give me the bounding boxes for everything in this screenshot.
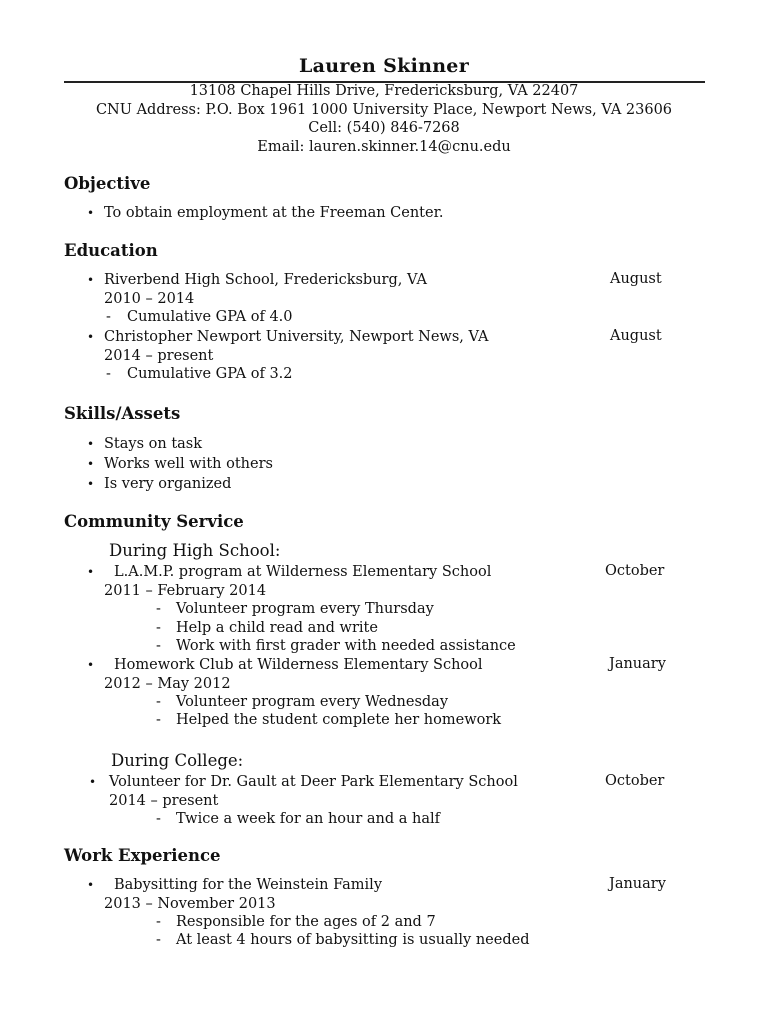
dash-marker: - — [156, 811, 161, 827]
work-heading: Work Experience — [64, 846, 221, 865]
education-school: Riverbend High School, Fredericksburg, VA — [104, 272, 427, 288]
education-detail: Cumulative GPA of 3.2 — [127, 366, 293, 382]
bullet-marker: • — [87, 658, 95, 672]
education-date-range: 2010 – 2014 — [104, 291, 195, 307]
objective-item: To obtain employment at the Freeman Center. — [104, 205, 444, 221]
cnu-address: CNU Address: P.O. Box 1961 1000 University Place, Newport News, VA 23606 — [95, 101, 673, 118]
education-heading: Education — [64, 241, 158, 260]
service-detail: Twice a week for an hour and a half — [176, 811, 441, 827]
bullet-marker: • — [87, 477, 95, 491]
bullet-marker: • — [87, 273, 95, 287]
bullet-marker: • — [87, 330, 95, 344]
work-title: Babysitting for the Weinstein Family — [114, 877, 383, 893]
dash-marker: - — [156, 694, 161, 710]
dash-marker: - — [106, 309, 111, 325]
service-date-range: 2014 – present — [109, 793, 219, 809]
skill-item: Is very organized — [104, 476, 232, 492]
service-title: Volunteer for Dr. Gault at Deer Park Elementary School — [109, 774, 518, 790]
dash-marker: - — [156, 914, 161, 930]
bullet-marker: • — [87, 878, 95, 892]
dash-marker: - — [106, 366, 111, 382]
service-detail: Volunteer program every Wednesday — [176, 694, 449, 710]
skill-item: Stays on task — [104, 436, 203, 452]
service-detail: Help a child read and write — [176, 620, 378, 636]
service-title: Homework Club at Wilderness Elementary School — [114, 657, 483, 673]
education-date-start: August — [610, 271, 662, 287]
service-date-start: January — [609, 656, 666, 672]
bullet-marker: • — [87, 437, 95, 451]
work-date-range: 2013 – November 2013 — [104, 896, 276, 912]
dash-marker: - — [156, 638, 161, 654]
contact-block — [0, 82, 768, 156]
education-date-start: August — [610, 328, 662, 344]
service-date-start: October — [605, 563, 665, 579]
community-heading: Community Service — [64, 512, 244, 531]
objective-heading: Objective — [64, 174, 151, 193]
skill-item: Works well with others — [104, 456, 273, 472]
dash-marker: - — [156, 601, 161, 617]
email-address: Email: lauren.skinner.14@cnu.edu — [257, 138, 511, 155]
work-detail: Responsible for the ages of 2 and 7 — [176, 914, 436, 930]
bullet-marker: • — [89, 775, 97, 789]
education-detail: Cumulative GPA of 4.0 — [127, 309, 293, 325]
service-detail: Work with first grader with needed assistance — [176, 638, 516, 654]
bullet-marker: • — [87, 565, 95, 579]
skills-heading: Skills/Assets — [64, 404, 181, 423]
service-date-start: October — [605, 773, 665, 789]
bullet-marker: • — [87, 457, 95, 471]
education-date-range: 2014 – present — [104, 348, 214, 364]
high-school-subheading: During High School: — [109, 541, 281, 560]
work-date-start: January — [609, 876, 666, 892]
bullet-marker: • — [87, 206, 95, 220]
college-subheading: During College: — [111, 751, 244, 770]
service-date-range: 2012 – May 2012 — [104, 676, 231, 692]
dash-marker: - — [156, 712, 161, 728]
resume-name: Lauren Skinner — [298, 55, 470, 77]
dash-marker: - — [156, 620, 161, 636]
dash-marker: - — [156, 932, 161, 948]
service-detail: Helped the student complete her homework — [176, 712, 502, 728]
work-detail: At least 4 hours of babysitting is usually needed — [176, 932, 530, 948]
cell-phone: Cell: (540) 846-7268 — [308, 120, 460, 136]
service-detail: Volunteer program every Thursday — [176, 601, 434, 617]
service-date-range: 2011 – February 2014 — [104, 583, 267, 599]
education-school: Christopher Newport University, Newport News, VA — [104, 329, 489, 345]
home-address: 13108 Chapel Hills Drive, Fredericksburg, VA 22407 — [189, 83, 579, 99]
service-title: L.A.M.P. program at Wilderness Elementary School — [114, 564, 492, 580]
